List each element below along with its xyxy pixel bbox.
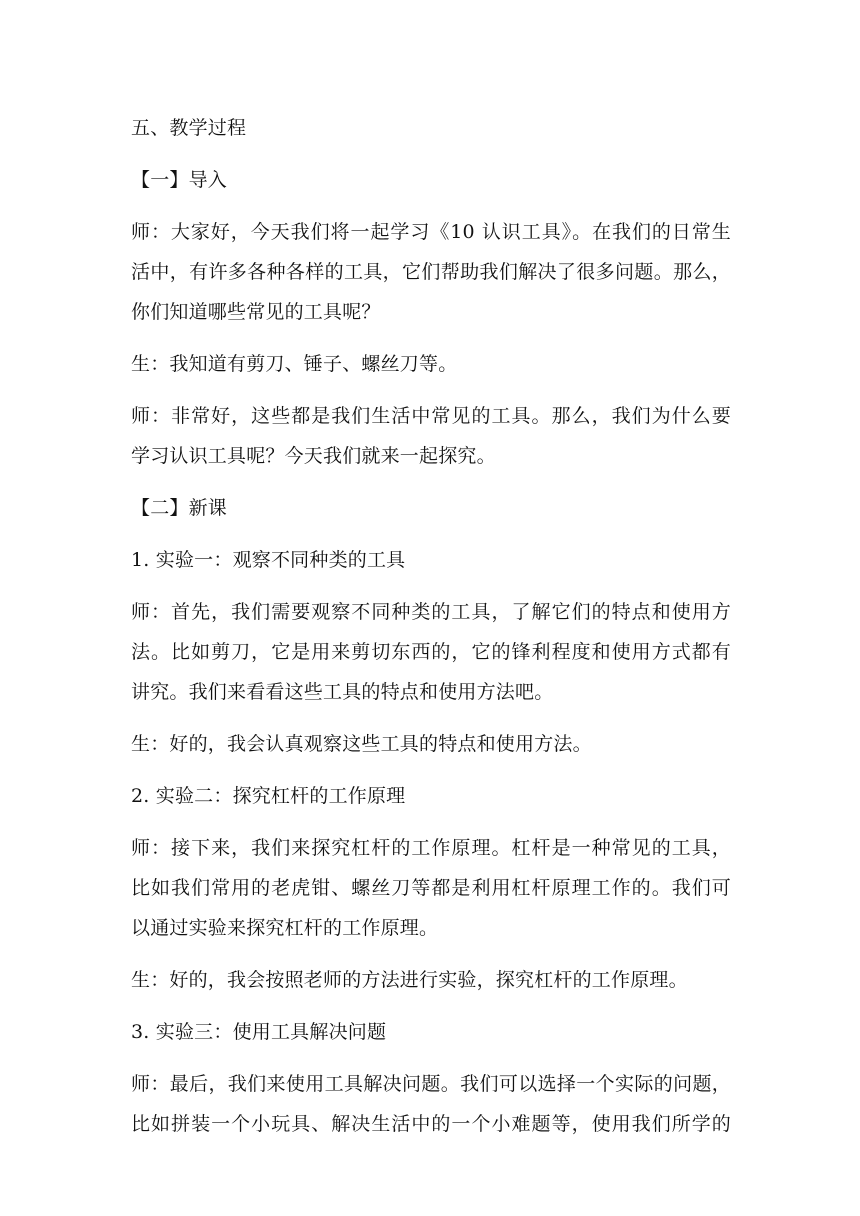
part1-heading xyxy=(131,160,731,200)
paragraph-line: 比如我们常用的老虎钳、螺丝刀等都是利用杠杆原理工作的。我们可 xyxy=(131,877,731,899)
paragraph-line: 活中，有许多各种各样的工具，它们帮助我们解决了很多问题。那么， xyxy=(131,261,731,283)
experiment2-heading xyxy=(131,776,731,816)
experiment1-heading-text: 1. 实验一：观察不同种类的工具 xyxy=(131,549,406,571)
paragraph-line: 师：首先，我们需要观察不同种类的工具，了解它们的特点和使用方 xyxy=(131,601,731,623)
paragraph-line: 学习认识工具呢？今天我们就来一起探究。 xyxy=(131,445,496,467)
part2-heading xyxy=(131,488,731,528)
paragraph-line: 生：好的，我会认真观察这些工具的特点和使用方法。 xyxy=(131,733,592,755)
section-title xyxy=(131,108,731,148)
paragraph-teacher-intro xyxy=(131,212,731,332)
paragraph-teacher-experiment3 xyxy=(131,1064,731,1144)
paragraph-line: 生：好的，我会按照老师的方法进行实验，探究杠杆的工作原理。 xyxy=(131,969,688,991)
paragraph-line: 讲究。我们来看看这些工具的特点和使用方法吧。 xyxy=(131,681,554,703)
paragraph-student-answer-1 xyxy=(131,344,731,384)
part1-heading-text: 【一】导入 xyxy=(131,169,228,191)
paragraph-line: 比如拼装一个小玩具、解决生活中的一个小难题等，使用我们所学的 xyxy=(131,1113,731,1135)
paragraph-student-answer-2 xyxy=(131,724,731,764)
paragraph-line: 生：我知道有剪刀、锤子、螺丝刀等。 xyxy=(131,353,458,375)
experiment2-heading-text: 2. 实验二：探究杠杆的工作原理 xyxy=(131,785,406,807)
paragraph-line: 师：大家好，今天我们将一起学习《10 认识工具》。在我们的日常生 xyxy=(131,221,731,243)
paragraph-line: 师：最后，我们来使用工具解决问题。我们可以选择一个实际的问题， xyxy=(131,1073,731,1095)
section-title-text: 五、教学过程 xyxy=(131,117,247,139)
paragraph-line: 法。比如剪刀，它是用来剪切东西的，它的锋利程度和使用方式都有 xyxy=(131,641,731,663)
document-body xyxy=(131,108,731,1156)
paragraph-line: 以通过实验来探究杠杆的工作原理。 xyxy=(131,917,439,939)
paragraph-teacher-experiment2 xyxy=(131,828,731,948)
experiment3-heading xyxy=(131,1012,731,1052)
paragraph-line: 师：接下来，我们来探究杠杆的工作原理。杠杆是一种常见的工具， xyxy=(131,837,731,859)
paragraph-line: 师：非常好，这些都是我们生活中常见的工具。那么，我们为什么要 xyxy=(131,405,731,427)
paragraph-teacher-question xyxy=(131,396,731,476)
experiment3-heading-text: 3. 实验三：使用工具解决问题 xyxy=(131,1021,387,1043)
paragraph-line: 你们知道哪些常见的工具呢？ xyxy=(131,301,381,323)
paragraph-teacher-experiment1 xyxy=(131,592,731,712)
paragraph-student-answer-3 xyxy=(131,960,731,1000)
experiment1-heading xyxy=(131,540,731,580)
part2-heading-text: 【二】新课 xyxy=(131,497,228,519)
